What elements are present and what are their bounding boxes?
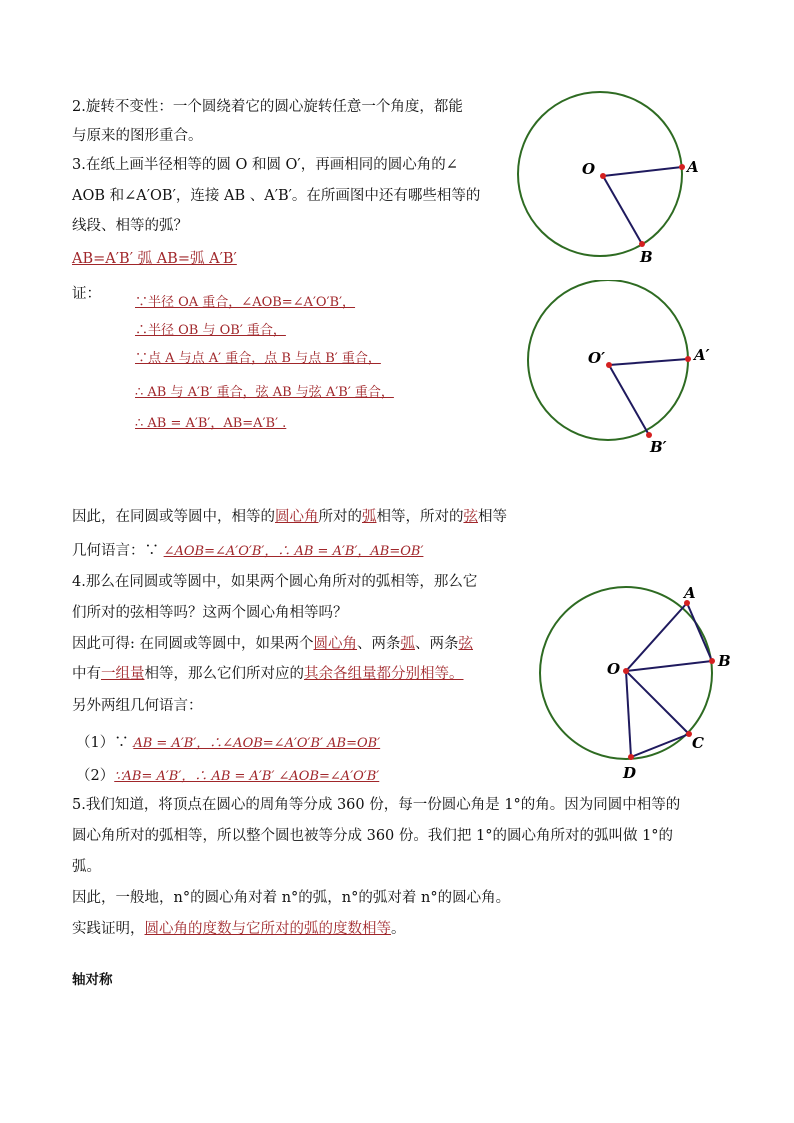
label-o: O: [607, 660, 621, 678]
conclusion-text: 所对的: [318, 509, 362, 525]
point-d: [628, 754, 634, 760]
sec4-line1: 4.那么在同圆或等圆中，如果两个圆心角所对的弧相等，那么它: [72, 574, 478, 590]
sec4-text: 因此可得: 在同圆或等圆中，如果两个: [72, 636, 314, 652]
sec5-text: 实践证明，: [72, 921, 145, 937]
circle-figure-1: [515, 88, 725, 268]
label-o: O′: [588, 349, 606, 367]
sec3-line3: 线段、相等的弧？: [72, 218, 188, 234]
geo-language-line: [72, 541, 423, 562]
label-o: O: [582, 160, 596, 178]
label-c: C: [692, 734, 704, 752]
blank-chord: 弦: [458, 636, 473, 652]
label-b: B: [718, 652, 731, 670]
geo-statement: ∵AB= A′B′，∴ AB = A′B′ ∠AOB=∠A′O′B′: [114, 769, 380, 784]
sec5-line1: 5.我们知道，将顶点在圆心的周角等分成 360 份，每一份圆心角是 1°的角。因为同圆中相等的: [72, 797, 681, 813]
label-a: A: [687, 158, 699, 176]
blank-arc: 弧: [400, 636, 415, 652]
segment-od: [626, 671, 631, 757]
point-o: [606, 362, 612, 368]
blank-central-angle: 圆心角: [313, 636, 357, 652]
sec5-line5: [72, 919, 406, 939]
sec3-line2: AOB 和∠A′OB′，连接 AB 、A′B′。在所画图中还有哪些相等的: [72, 188, 481, 204]
radius-oa: [603, 167, 682, 176]
proof-line-3: ∵点 A 与点 A′ 重合，点 B 与点 B′ 重合，: [135, 351, 381, 366]
sec3-line1: 3.在纸上画半径相等的圆 O 和圆 O′，再画相同的圆心角的∠: [72, 157, 458, 173]
geo-label: 几何语言：∵: [72, 543, 164, 559]
conclusion-text: 因此，在同圆或等圆中，相等的: [72, 509, 275, 525]
blank-chord: 弦: [463, 509, 478, 525]
blank-one-group: 一组量: [101, 666, 145, 682]
proof-line-5: ∴ AB = A′B′，AB=A′B′ .: [135, 416, 287, 431]
proof-line-2: ∴半径 OB 与 OB′ 重合，: [135, 323, 286, 338]
conclusion-text: 相等: [478, 509, 507, 525]
radius-oa: [609, 359, 688, 365]
geo-line-1: [76, 733, 380, 754]
proof-line-1: ∵半径 OA 重合，∠AOB=∠A′O′B′，: [135, 295, 356, 310]
sec4-text: 相等，那么它们所对应的: [144, 666, 304, 682]
sec3-answer: AB=A′B′ 弧 AB=弧 A′B′: [72, 251, 237, 267]
point-o: [623, 668, 629, 674]
blank-degree-equal: 圆心角的度数与它所对的弧的度数相等: [144, 921, 391, 937]
sec2-line2: 与原来的图形重合。: [72, 128, 203, 144]
label-a: A: [684, 584, 696, 602]
circle-figure-2: [520, 280, 730, 460]
sec5-line4: 因此，一般地，n°的圆心角对着 n°的弧，n°的弧对着 n°的圆心角。: [72, 890, 511, 906]
segment-oc: [626, 671, 689, 734]
sec4-line2: 们所对的弦相等吗？这两个圆心角相等吗？: [72, 605, 348, 621]
conclusion-text: 相等，所对的: [376, 509, 464, 525]
point-a: [679, 164, 685, 170]
geo-line-2: [76, 766, 379, 787]
blank-rest-equal: 其余各组量都分别相等。: [304, 666, 464, 682]
conclusion-line: [72, 507, 507, 527]
sec4-line3: [72, 634, 473, 654]
point-o: [600, 173, 606, 179]
sec5-line3: 弧。: [72, 859, 101, 875]
label-b: B′: [650, 438, 667, 456]
label-d: D: [623, 764, 637, 782]
sec2-line1: 2.旋转不变性：一个圆绕着它的圆心旋转任意一个角度，都能: [72, 99, 463, 115]
sec4-line5: 另外两组几何语言：: [72, 698, 203, 714]
label-b: B: [640, 248, 653, 266]
radius-ob: [609, 365, 649, 435]
sec4-line4: [72, 664, 464, 684]
segment-oa: [626, 603, 687, 671]
geo-statement: AB = A′B′，∴∠AOB=∠A′O′B′ AB=OB′: [133, 736, 381, 751]
segment-ab: [687, 603, 712, 661]
geo-label: （2）: [76, 768, 115, 784]
sec4-text: 、两条: [357, 636, 401, 652]
point-a: [685, 356, 691, 362]
proof-line-4: ∴ AB 与 A′B′ 重合，弦 AB 与弦 A′B′ 重合，: [135, 385, 394, 400]
point-b: [639, 241, 645, 247]
segment-cd: [631, 734, 689, 757]
label-a: A′: [694, 346, 710, 364]
geo-label: （1）∵: [76, 735, 134, 751]
proof-label: 证：: [72, 286, 101, 302]
blank-central-angle: 圆心角: [275, 509, 319, 525]
sec4-text: 中有: [72, 666, 101, 682]
segment-ob: [626, 661, 712, 671]
point-b: [709, 658, 715, 664]
sec4-text: 、两条: [415, 636, 459, 652]
geo-statement: ∠AOB=∠A′O′B′，∴ AB = A′B′，AB=OB′: [163, 544, 424, 559]
section-heading: 轴对称: [72, 972, 113, 988]
circle-outline: [518, 92, 682, 256]
sec5-text: 。: [391, 921, 406, 937]
circle-figure-3: [530, 580, 750, 785]
radius-ob: [603, 176, 642, 244]
sec5-line2: 圆心角所对的弧相等，所以整个圆也被等分成 360 份。我们把 1°的圆心角所对的弧叫做 1°的: [72, 828, 674, 844]
blank-arc: 弧: [362, 509, 377, 525]
